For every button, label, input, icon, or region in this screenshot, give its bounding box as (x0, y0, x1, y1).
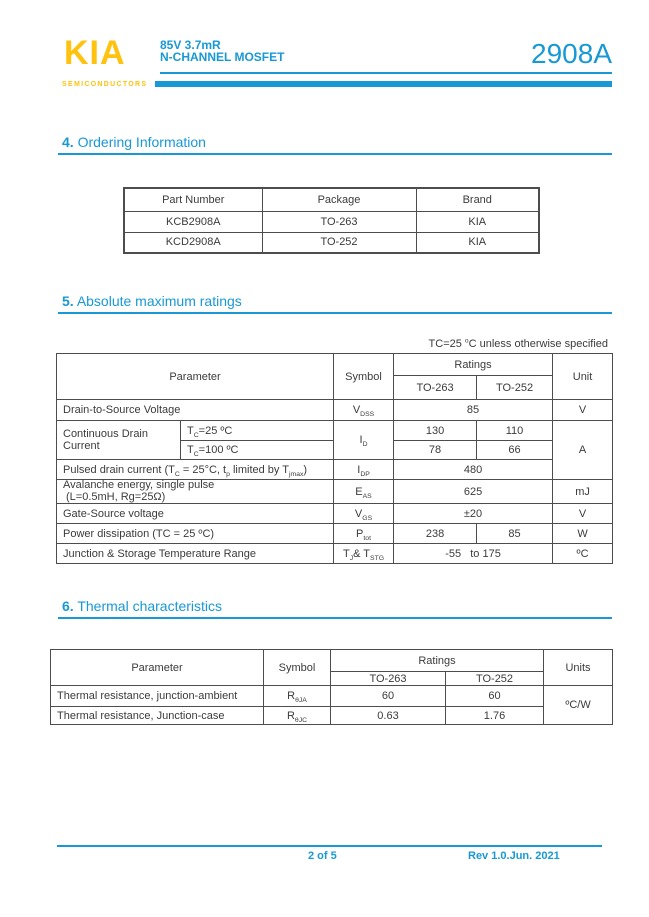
section-4-title: Ordering Information (77, 134, 206, 150)
rja-symbol: $R_{\theta JA}$ (264, 686, 331, 707)
ordering-cell-part-2: KCD2908A (124, 232, 262, 253)
absmax-row-eas (57, 480, 613, 504)
absmax-header-to252: TO-252 (477, 376, 553, 400)
rjc-symbol: $R_{\theta JC}$ (264, 707, 331, 725)
section-6-title: Thermal characteristics (77, 598, 223, 614)
spec-type-line: N-CHANNEL MOSFET (160, 49, 285, 64)
header-rule-thick (155, 81, 612, 87)
idp-symbol: $I_{DP}$ (334, 460, 394, 480)
ordering-cell-brand-2: KIA (416, 232, 539, 253)
absmax-row-idp (57, 460, 613, 480)
idp-value: 480 (394, 460, 553, 480)
eas-unit: mJ (553, 480, 613, 504)
vdss-value: 85 (394, 400, 553, 421)
thermal-row-rjc (51, 707, 613, 725)
absolute-maximum-ratings-table (56, 353, 613, 564)
thermal-header-to263: TO-263 (331, 672, 446, 686)
absmax-row-tj (57, 544, 613, 564)
absmax-row-vgs (57, 504, 613, 524)
id-condition-100: $T_C=100$ ºC (181, 441, 334, 460)
vdss-symbol: $V_{DSS}$ (334, 400, 394, 421)
thermal-header-parameter: Parameter (51, 650, 264, 686)
absmax-row-vdss (57, 400, 613, 421)
rjc-to252: 1.76 (446, 707, 544, 725)
thermal-header-units: Units (544, 650, 613, 686)
ordering-header-package: Package (262, 188, 416, 211)
device-spec-block (160, 40, 284, 63)
ordering-row-2 (124, 232, 539, 253)
ordering-header-row (124, 188, 539, 211)
id-100-to263: 78 (394, 441, 477, 460)
ptot-unit: W (553, 524, 613, 544)
section-5-title: Absolute maximum ratings (76, 293, 242, 309)
ptot-symbol: $P_{tot}$ (334, 524, 394, 544)
vgs-parameter: Gate-Source voltage (57, 504, 334, 524)
section-6-heading (58, 598, 612, 619)
eas-symbol: $E_{AS}$ (334, 480, 394, 504)
vdss-unit: V (553, 400, 613, 421)
section-6-number: 6. (62, 598, 74, 614)
eas-parameter-line-1: Avalanche energy, single pulse (63, 479, 215, 491)
id-condition-25: $T_C=25$ ºC (181, 421, 334, 441)
thermal-row-rja (51, 686, 613, 707)
section-4-heading (58, 134, 612, 155)
rja-to263: 60 (331, 686, 446, 707)
vgs-symbol: $V_{GS}$ (334, 504, 394, 524)
id-25-to252: 110 (477, 421, 553, 441)
section-5-heading (58, 293, 612, 314)
kia-logo-subtitle: SEMICONDUCTORS (62, 81, 148, 88)
id-symbol: $I_D$ (334, 421, 394, 460)
spec-voltage-line: 85V 3.7mR (160, 38, 221, 52)
thermal-header-to252: TO-252 (446, 672, 544, 686)
part-number-title: 2908A (531, 38, 612, 69)
rjc-to263: 0.63 (331, 707, 446, 725)
thermal-header-row-1 (51, 650, 613, 672)
idp-parameter: Pulsed drain current ($T_C = 25^\circ C$, $t_p$ limited by $T_{jmax}$) (57, 460, 334, 480)
absmax-header-symbol: Symbol (334, 354, 394, 400)
rja-to252: 60 (446, 686, 544, 707)
ordering-table (123, 187, 540, 254)
section-4-number: 4. (62, 134, 74, 150)
absmax-row-ptot (57, 524, 613, 544)
eas-parameter-line-2: (L=0.5mH, Rg=25Ω) (66, 490, 166, 503)
ordering-cell-part-1: KCB2908A (124, 211, 262, 232)
current-unit: A (553, 421, 613, 480)
ptot-parameter: Power dissipation (TC = 25 ºC) (57, 524, 334, 544)
tj-symbol: $T_J\&$ $T_{STG}$ (334, 544, 394, 564)
absmax-header-to263: TO-263 (394, 376, 477, 400)
tj-parameter: Junction & Storage Temperature Range (57, 544, 334, 564)
absmax-row-id-25 (57, 421, 613, 441)
kia-logo: KIA (64, 34, 126, 72)
condition-note: TC=25 $^o$C unless otherwise specified (428, 337, 608, 350)
id-100-to252: 66 (477, 441, 553, 460)
footer-rule (57, 845, 602, 847)
vdss-parameter: Drain-to-Source Voltage (57, 400, 334, 421)
ordering-cell-package-1: TO-263 (262, 211, 416, 232)
revision-label: Rev 1.0.Jun. 2021 (468, 850, 560, 862)
id-25-to263: 130 (394, 421, 477, 441)
section-5-number: 5. (62, 293, 74, 309)
vgs-value: ±20 (394, 504, 553, 524)
id-parameter: Continuous Drain Current (57, 421, 181, 460)
ptot-to252: 85 (477, 524, 553, 544)
ordering-header-brand: Brand (416, 188, 539, 211)
ptot-to263: 238 (394, 524, 477, 544)
thermal-header-ratings: Ratings (331, 650, 544, 672)
thermal-unit: ºC/W (544, 686, 613, 725)
rjc-parameter: Thermal resistance, Junction-case (51, 707, 264, 725)
ordering-cell-brand-1: KIA (416, 211, 539, 232)
ordering-row-1 (124, 211, 539, 232)
eas-value: 625 (394, 480, 553, 504)
eas-parameter (57, 480, 334, 504)
ordering-cell-package-2: TO-252 (262, 232, 416, 253)
ordering-header-part-number: Part Number (124, 188, 262, 211)
thermal-header-symbol: Symbol (264, 650, 331, 686)
rja-parameter: Thermal resistance, junction-ambient (51, 686, 264, 707)
absmax-header-unit: Unit (553, 354, 613, 400)
absmax-header-parameter: Parameter (57, 354, 334, 400)
header-rule-thin (160, 72, 612, 74)
absmax-header-ratings: Ratings (394, 354, 553, 376)
tj-unit: ºC (553, 544, 613, 564)
vgs-unit: V (553, 504, 613, 524)
absmax-header-row-1 (57, 354, 613, 376)
page-number: 2 of 5 (308, 850, 337, 862)
thermal-characteristics-table (50, 649, 613, 725)
tj-value: -55 to 175 (394, 544, 553, 564)
